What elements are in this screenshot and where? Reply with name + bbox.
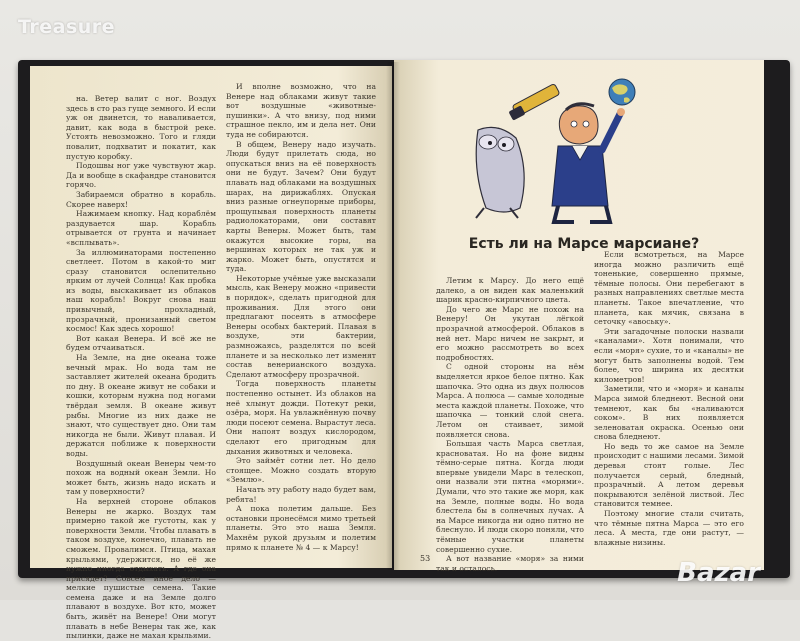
paragraph: На верхней стороне облаков Венеры не жарко. Воздух там примерно такой же густоты, как у поверхности Земли. Чтобы плавать в таком воздухе, конечно, плавать не сможем. Провалимся. Птица, махая крыльями, удержится, но её же нужно иногда отдыхать. А где она присядет? Совсем иное дело — мелкие пушистые семена. Такие семена даже и на Земле долго плавают в воздухе. Вот кто, может быть, живёт на Венере! Они могут плавать в небе Венеры так же, как пылинки, даже не махая крыльями.	[66, 496, 216, 641]
paragraph: Эти загадочные полоски назвали «каналами». Хотя понимали, что если «моря» сухие, то и «каналы» не могут быть заполнены водой. Тем более, что ширина их десятки километров!	[594, 326, 744, 384]
left-page	[30, 66, 392, 641]
paragraph: До чего же Марс не похож на Венеру! Он укутан лёгкой прозрачной атмосферой. Облаков в ней нет. Марс ничем не закрыт, и его можно рассмотреть во всех подробностях.	[436, 304, 584, 362]
book-gutter	[386, 62, 400, 570]
paragraph: А вот название «моря» за ними так и осталось.	[436, 554, 584, 573]
paragraph: Это займёт сотни лет. Но дело стоящее. Можно создать вторую «Землю».	[226, 456, 376, 485]
paragraph: И вполне возможно, что на Венере над облаками живут такие вот воздушные «животные-пушинки». А что внизу, под ними страшное пекло, им и дела нет. Они туда не собираются.	[226, 82, 376, 139]
paragraph: Воздушный океан Венеры чем-то похож на водный океан Земли. Но может быть, жизнь надо искать и там у поверхности?	[66, 458, 216, 497]
right-page-column-2	[594, 250, 744, 547]
paragraph: На Земле, на дне океана тоже вечный мрак. Но вода там не заставляет жителей океана бродить по дну. В океане живут не собаки и кошки, которым нужна под ногами твёрдая земля. В океане живут рыбы. Многие из них даже не знают, что существует дно. Они там никогда не были. Живут плавая. И держатся поближе к поверхности воды.	[66, 353, 216, 458]
paragraph: С одной стороны на нём выделяется яркое белое пятно. Как шапочка. Это одна из двух полюсов Марса. А полюса — самые холодные места каждой планеты. Похоже, что шапочка — тонкий слой снега. Летом он стаивает, зимой появляется снова.	[436, 362, 584, 439]
paragraph: Некоторые учёные уже высказали мысль, как Венеру можно «привести в порядок», сделать пригодной для проживания. Для этого они предлагают посеять в атмосфере Венеры особых бактерий. Плавая в воздухе, эти бактерии, размножаясь, разделятся по всей планете и за несколько лет изменят состав венерианского воздуха. Сделают атмосферу прозрачной.	[226, 273, 376, 379]
paragraph: За иллюминаторами постепенно светлеет. Потом в какой-то миг сразу становится ослепительно ярким от лучей Солнца! Как пробка из воды, выскакивает из облаков наш корабль! Вокруг снова наш привычный, прохладный, прозрачный, пронизанный светом космос! Как здесь хорошо!	[66, 247, 216, 334]
paragraph: Большая часть Марса светлая, красноватая. Но на фоне видны тёмно-серые пятна. Когда люди впервые увидели Марс в телескоп, они назвали эти пятна «морями». Думали, что это такие же моря, как на Земле, полные воды. Но вода блестела бы в солнечных лучах. А на Марсе никогда ни одно пятно не блеснуло. И люди скоро поняли, что тёмные участки планеты совершенно сухие.	[436, 439, 584, 554]
watermark-logo-bottom: Bazar	[677, 558, 760, 588]
paragraph: Но ведь то же самое на Земле происходит с нашими лесами. Зимой деревья стоят голые. Лес получается серый, бледный, прозрачный. А летом деревья покрываются зелёной листвой. Лес становится темнее.	[594, 441, 744, 509]
left-page-column-2	[226, 82, 376, 552]
illustration-astronomers	[454, 70, 654, 230]
paragraph: на. Ветер валит с ног. Воздух здесь в сто раз гуще земного. И если уж он двинется, то наваливается, давит, как вода в быстрой реке. Устоять невозможно. Того и гляди повалит, подхватит и покатит, как пустую коробку.	[66, 94, 216, 161]
paragraph: Забираемся обратно в корабль. Скорее наверх!	[66, 189, 216, 209]
left-page-column-1	[66, 94, 216, 641]
paragraph: Тогда поверхность планеты постепенно остынет. Из облаков на неё хлынут дожди. Потекут реки, озёра, моря. На увлажнённую почву люди посеют семена. Вырастут леса. Они напоят воздух кислородом, сделают его пригодным для дыхания животных и человека.	[226, 379, 376, 456]
paragraph: Если всмотреться, на Марсе иногда можно различить ещё тоненькие, совершенно прямые, тёмные полосы. Они перебегают в разных направлениях светлые места планеты. Такое впечатление, что планета, как мячик, связана в сеточку «авоську».	[594, 250, 744, 327]
paragraph: Начать эту работу надо будет вам, ребята!	[226, 484, 376, 504]
paragraph: В общем, Венеру надо изучать. Люди будут прилетать сюда, но опускаться вниз на её поверхность они не будут. Зачем? Они будут плавать над облаками на воздушных шарах, на дирижаблях. Опуская вниз разные огнеупорные приборы, прощупывая поверхность планеты радиолокаторами, они составят карты Венеры. Может быть, там окажутся высокие горы, на вершинах которых не так уж и жарко. Может быть, опустятся и туда.	[226, 139, 376, 274]
paragraph: Нажимаем кнопку. Над кораблём раздувается шар. Корабль отрывается от грунта и начинает «всплывать».	[66, 209, 216, 247]
watermark-logo-top: Treasure	[18, 16, 116, 38]
paragraph: Подошвы ног уже чувствуют жар. Да и вообще в скафандре становится горячо.	[66, 161, 216, 190]
paragraph: Поэтому многие стали считать, что тёмные пятна Марса — это его леса. А места, где они растут, — влажные низины.	[594, 509, 744, 547]
right-page-column-1	[436, 276, 584, 573]
chapter-heading: Есть ли на Марсе марсиане?	[468, 236, 700, 252]
paragraph: Летим к Марсу. До него ещё далеко, а он виден как маленький шарик красно-кирпичного цвета.	[436, 276, 584, 305]
paragraph: Вот какая Венера. И всё же не будем отчаиваться.	[66, 333, 216, 353]
paragraph: Заметили, что и «моря» и каналы Марса зимой бледнеют. Весной они темнеют, как бы «наливаются соком». В них появляется зеленоватая окраска. Осенью они снова бледнеют.	[594, 384, 744, 442]
paragraph: А пока полетим дальше. Без остановки пронесёмся мимо третьей планеты. Это это наша Земля. Махнём рукой друзьям и полетим прямо к планете № 4 — к Марсу!	[226, 504, 376, 552]
page-number: 53	[420, 554, 431, 563]
